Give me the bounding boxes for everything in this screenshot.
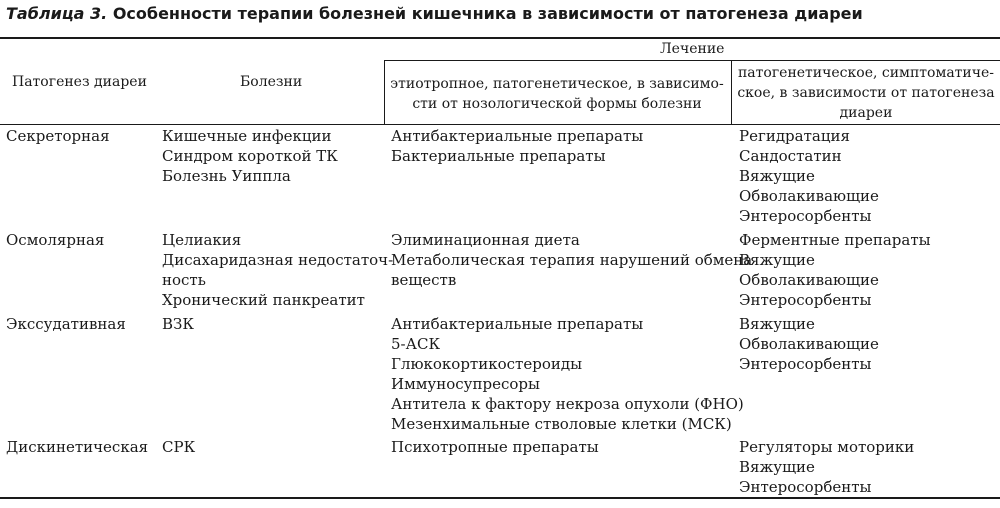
- header-symptomatic-line: патогенетическое, симптоматиче-: [737, 65, 995, 81]
- treatment-item: Бактериальные препараты: [391, 147, 606, 165]
- caption-lead: Таблица 3.: [6, 4, 108, 23]
- table-bottom-rule: [0, 497, 1000, 499]
- disease-item: Синдром короткой ТК: [162, 147, 338, 165]
- treatment-item: Энтеросорбенты: [739, 355, 872, 373]
- treatment-item: Антибактериальные препараты: [391, 315, 644, 333]
- row-exudative-diseases: [162, 314, 194, 334]
- treatment-item: Психотропные препараты: [391, 438, 599, 456]
- header-bottom-rule: [0, 124, 1000, 125]
- row-osmolar-diseases: [162, 230, 393, 310]
- header-divider-right: [731, 61, 732, 124]
- table-caption: [6, 4, 863, 23]
- row-exudative-pathogenesis: Экссудативная: [6, 315, 126, 333]
- disease-item: ность: [162, 271, 206, 289]
- treatment-item: Регуляторы моторики: [739, 438, 915, 456]
- treatment-item: Регидратация: [739, 127, 850, 145]
- header-etiotropic: [387, 74, 727, 114]
- treatment-subheader-rule: [384, 60, 1000, 61]
- header-symptomatic-line: диареи: [839, 105, 893, 121]
- row-osmolar-symptomatic: [739, 230, 931, 310]
- header-diseases: Болезни: [240, 74, 303, 90]
- disease-item: Хронический панкреатит: [162, 291, 365, 309]
- row-dyskinetic-diseases: [162, 437, 195, 457]
- header-divider-left: [384, 61, 385, 124]
- treatment-item: Иммуносупресоры: [391, 375, 540, 393]
- header-symptomatic-line: ское, в зависимости от патогенеза: [737, 85, 995, 101]
- header-etiotropic-line: сти от нозологической формы болезни: [412, 96, 702, 112]
- treatment-item: Элиминационная диета: [391, 231, 580, 249]
- disease-item: Кишечные инфекции: [162, 127, 332, 145]
- row-exudative-symptomatic: [739, 314, 879, 374]
- treatment-item: Ферментные препараты: [739, 231, 931, 249]
- treatment-item: веществ: [391, 271, 457, 289]
- table-top-rule: [0, 37, 1000, 39]
- treatment-item: Энтеросорбенты: [739, 478, 872, 496]
- row-dyskinetic-etiotropic: [391, 437, 599, 457]
- treatment-item: 5-АСК: [391, 335, 441, 353]
- caption-text: Особенности терапии болезней кишечника в зависимости от патогенеза диареи: [112, 4, 863, 23]
- header-symptomatic: [734, 63, 998, 123]
- treatment-item: Энтеросорбенты: [739, 291, 872, 309]
- treatment-item: Мезенхимальные стволовые клетки (МСК): [391, 415, 732, 433]
- treatment-item: Вяжущие: [739, 458, 815, 476]
- row-secretory-symptomatic: [739, 126, 879, 226]
- treatment-item: Вяжущие: [739, 251, 815, 269]
- header-etiotropic-line: этиотропное, патогенетическое, в зависимо-: [390, 76, 724, 92]
- header-treatment: Лечение: [660, 41, 725, 57]
- row-dyskinetic-pathogenesis: Дискинетическая: [6, 438, 149, 456]
- treatment-item: Вяжущие: [739, 167, 815, 185]
- row-osmolar-etiotropic: [391, 230, 752, 290]
- treatment-item: Метаболическая терапия нарушений обмена: [391, 251, 753, 269]
- treatment-item: Энтеросорбенты: [739, 207, 872, 225]
- treatment-item: Антибактериальные препараты: [391, 127, 644, 145]
- row-exudative-etiotropic: [391, 314, 744, 434]
- disease-item: Целиакия: [162, 231, 242, 249]
- treatment-item: Сандостатин: [739, 147, 842, 165]
- disease-item: Дисахаридазная недостаточ-: [162, 251, 394, 269]
- treatment-item: Глюкокортикостероиды: [391, 355, 583, 373]
- disease-item: Болезнь Уиппла: [162, 167, 291, 185]
- disease-item: ВЗК: [162, 315, 194, 333]
- treatment-item: Обволакивающие: [739, 335, 879, 353]
- treatment-item: Вяжущие: [739, 315, 815, 333]
- row-secretory-pathogenesis: Секреторная: [6, 127, 110, 145]
- treatment-item: Антитела к фактору некроза опухоли (ФНО): [391, 395, 744, 413]
- row-secretory-etiotropic: [391, 126, 643, 166]
- treatment-item: Обволакивающие: [739, 187, 879, 205]
- header-pathogenesis: Патогенез диареи: [12, 74, 147, 90]
- row-osmolar-pathogenesis: Осмолярная: [6, 231, 105, 249]
- row-secretory-diseases: [162, 126, 338, 186]
- disease-item: СРК: [162, 438, 196, 456]
- treatment-item: Обволакивающие: [739, 271, 879, 289]
- row-dyskinetic-symptomatic: [739, 437, 914, 497]
